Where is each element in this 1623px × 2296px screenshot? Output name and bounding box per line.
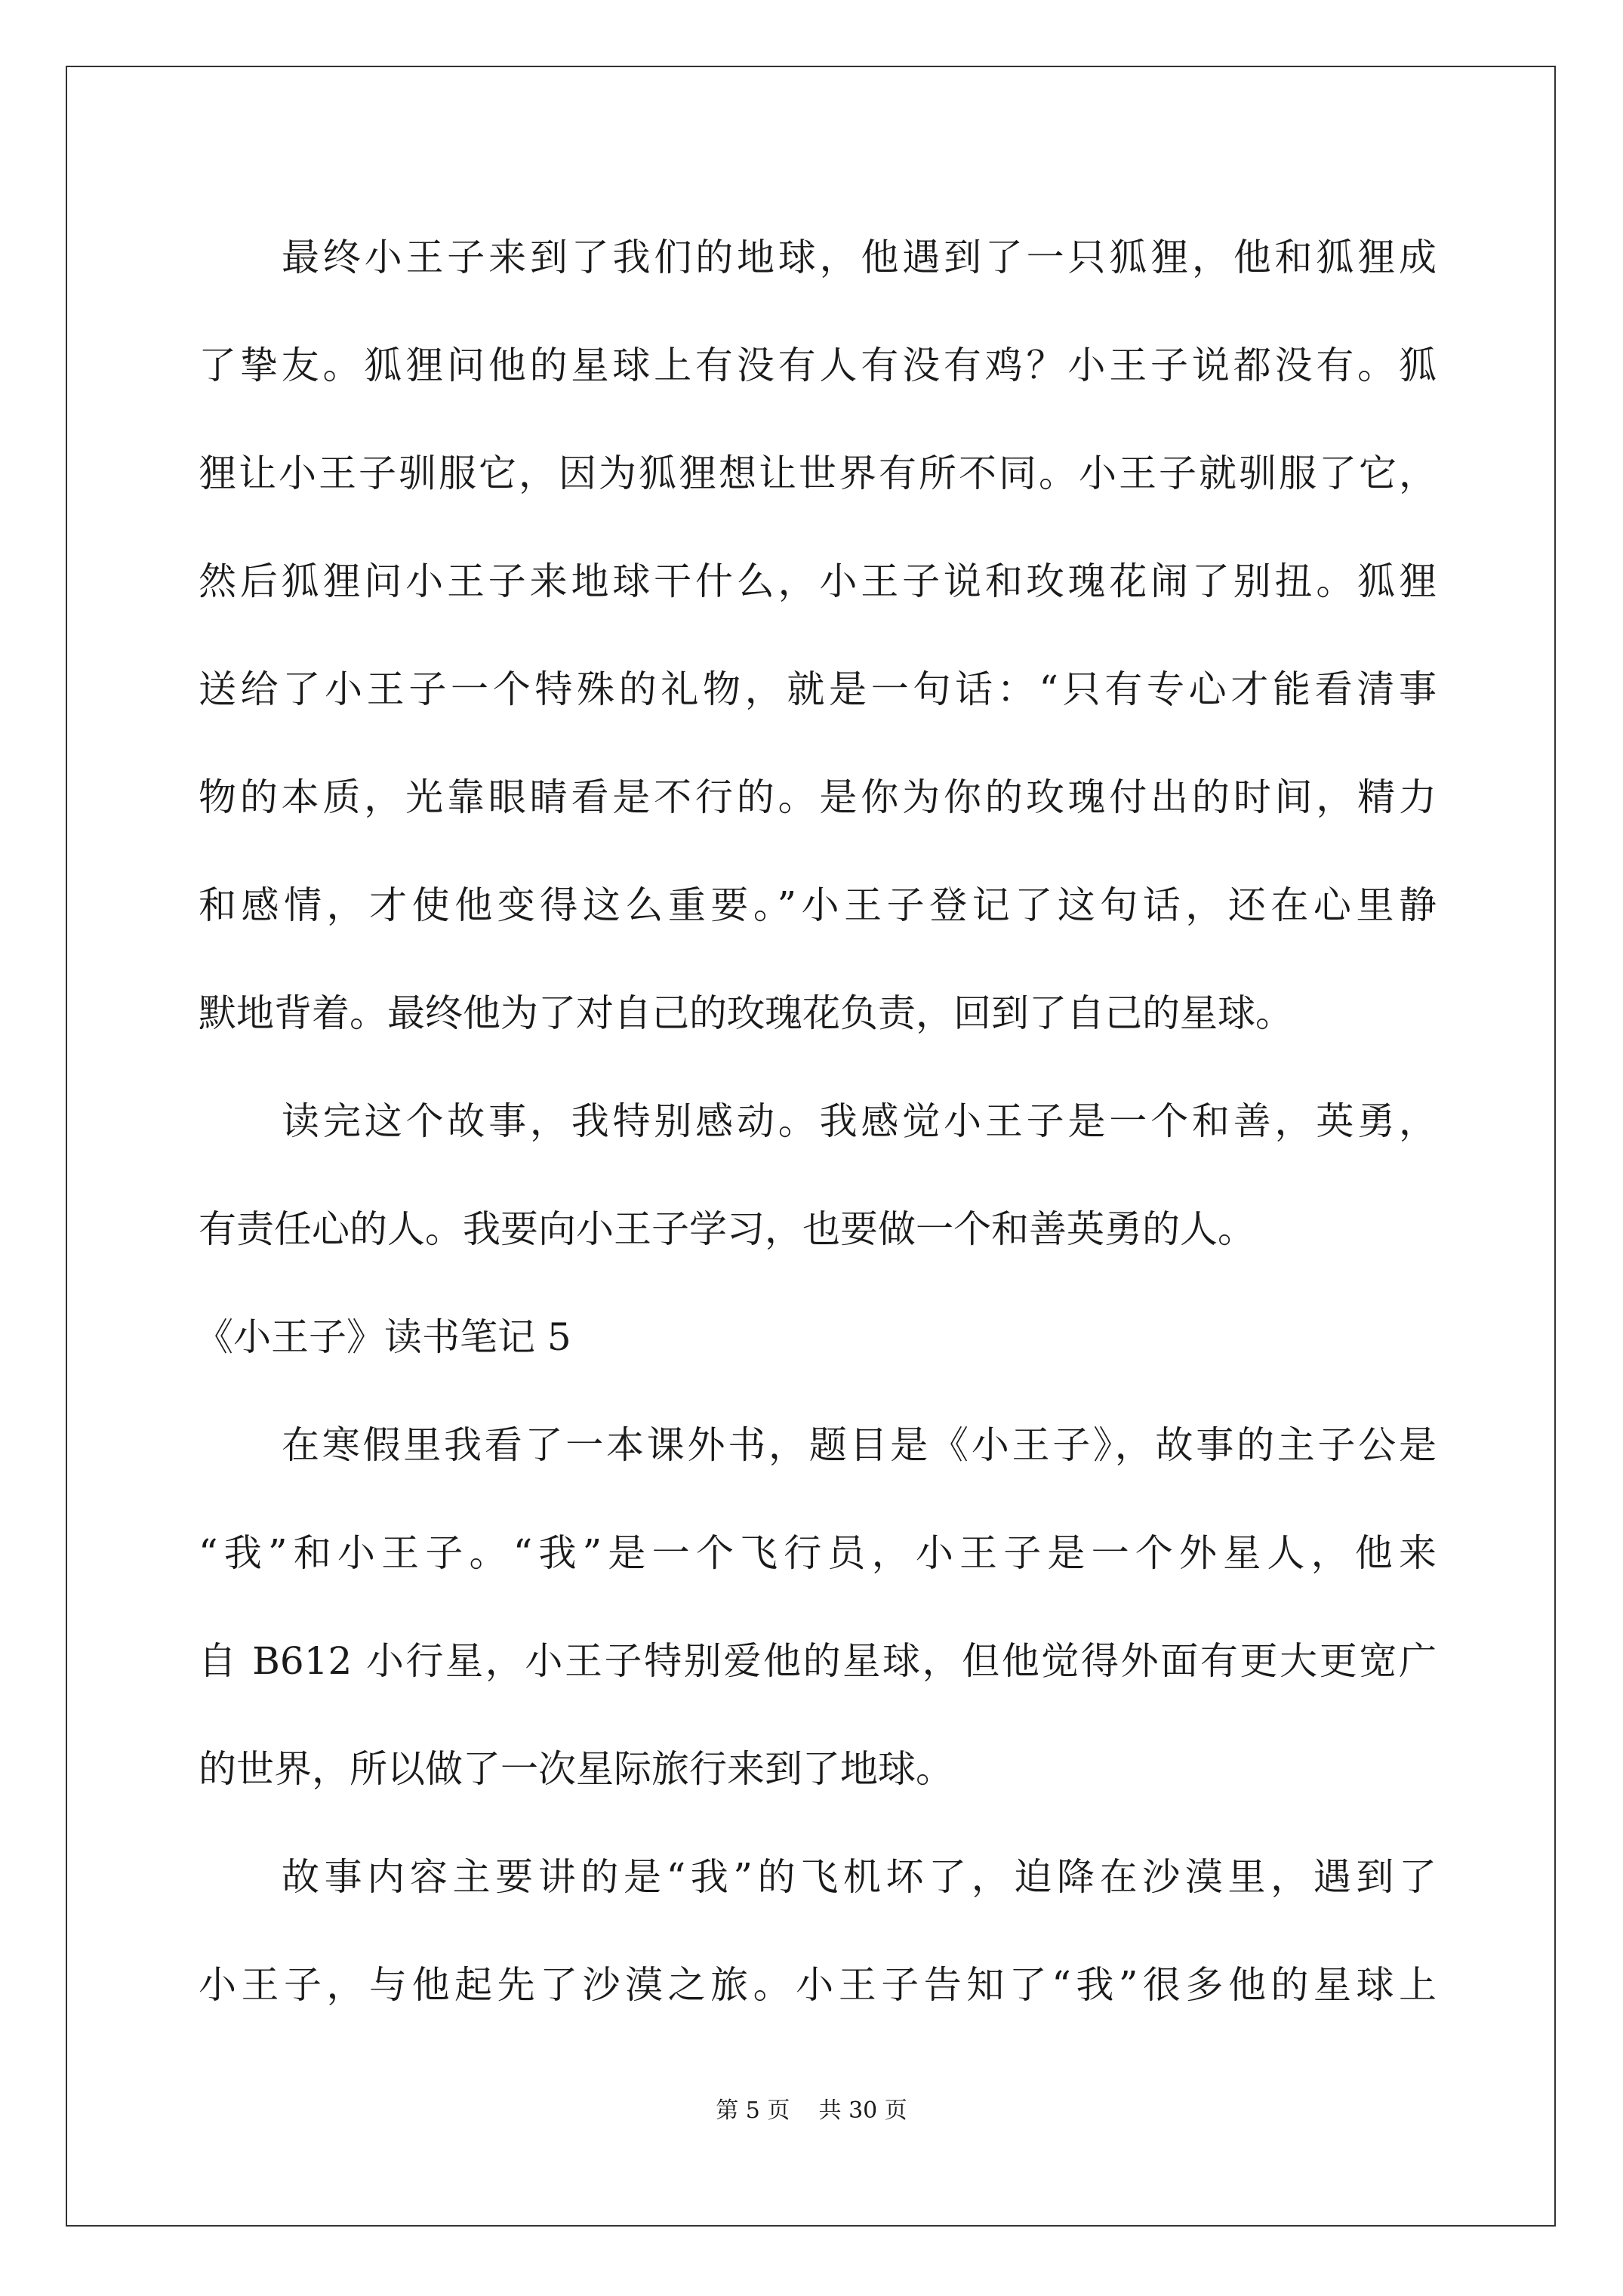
text-line: 的世界，所以做了一次星际旅行来到了地球。 — [199, 1747, 953, 1791]
text-line: 默地背着。最终他为了对自己的玫瑰花负责，回到了自己的星球。 — [199, 991, 1293, 1035]
text-line: 送给了小王子一个特殊的礼物，就是一句话：“只有专心才能看清事 — [199, 667, 1437, 711]
page-number: 第 5 页 — [716, 2097, 790, 2124]
text-line: 读完这个故事，我特别感动。我感觉小王子是一个和善，英勇， — [282, 1099, 1437, 1143]
text-line: 有责任心的人。我要向小王子学习，也要做一个和善英勇的人。 — [199, 1207, 1255, 1251]
document-body — [196, 204, 1437, 2039]
page-footer — [0, 2091, 1623, 2125]
text-line: “我”和小王子。“我”是一个飞行员，小王子是一个外星人，他来 — [199, 1531, 1437, 1575]
text-line: 了挚友。狐狸问他的星球上有没有人有没有鸡？小王子说都没有。狐 — [199, 344, 1437, 387]
text-line: 最终小王子来到了我们的地球，他遇到了一只狐狸，他和狐狸成 — [282, 236, 1437, 279]
text-line: 自 B612 小行星，小王子特别爱他的星球，但他觉得外面有更大更宽广 — [199, 1639, 1437, 1683]
text-line: 物的本质，光靠眼睛看是不行的。是你为你的玫瑰付出的时间，精力 — [199, 775, 1437, 819]
section-heading: 《小王子》读书笔记 5 — [196, 1315, 571, 1359]
text-line: 故事内容主要讲的是“我”的飞机坏了，迫降在沙漠里，遇到了 — [282, 1855, 1437, 1899]
text-line: 狸让小王子驯服它，因为狐狸想让世界有所不同。小王子就驯服了它， — [199, 451, 1437, 495]
text-line: 和感情，才使他变得这么重要。”小王子登记了这句话，还在心里静 — [199, 883, 1437, 927]
text-line: 小王子，与他起先了沙漠之旅。小王子告知了“我”很多他的星球上 — [199, 1963, 1437, 2007]
text-line: 然后狐狸问小王子来地球干什么，小王子说和玫瑰花闹了别扭。狐狸 — [199, 559, 1437, 603]
text-line: 在寒假里我看了一本课外书，题目是《小王子》，故事的主子公是 — [282, 1423, 1437, 1467]
page-total: 共 30 页 — [818, 2097, 907, 2124]
